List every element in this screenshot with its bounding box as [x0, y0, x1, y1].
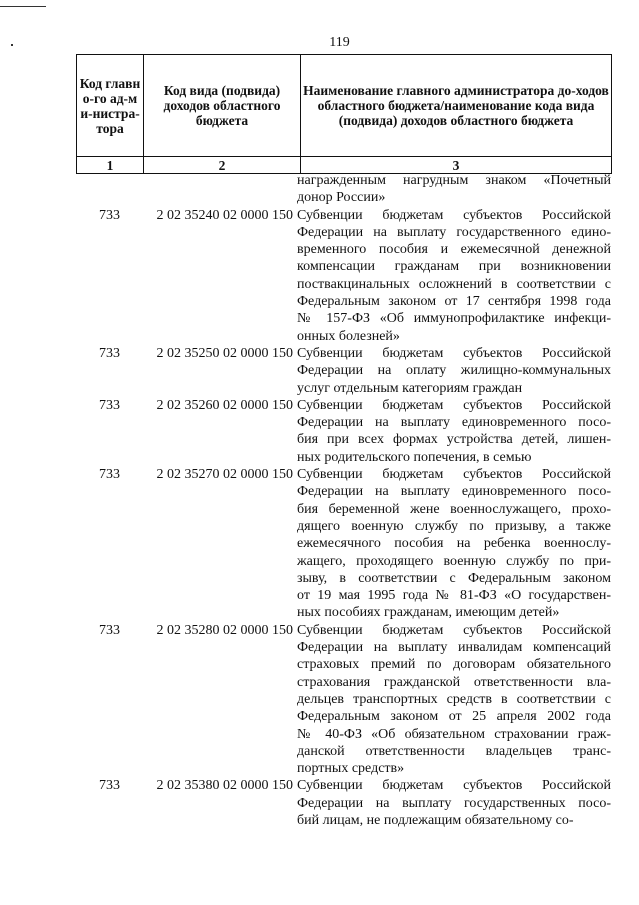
- description-line: от 19 мая 1995 года № 81-ФЗ «О государствен-: [297, 588, 611, 604]
- admin-code-cell: 733: [99, 778, 120, 794]
- table-row: [76, 466, 611, 622]
- admin-code-cell: 733: [99, 397, 120, 413]
- header-num-2: 2: [144, 157, 301, 174]
- description-line: страхования гражданской ответственности вла-: [297, 674, 611, 690]
- table-row: [76, 345, 611, 397]
- description-line: бий лицам, не подлежащим обязательному со-: [297, 812, 574, 828]
- table-row: [76, 397, 611, 466]
- description-line: ных пособиях гражданам, имеющим детей»: [297, 605, 560, 621]
- income-code-cell: 2 02 35380 02 0000 150: [156, 778, 293, 794]
- description-line: данской ответственности владельцев транс-: [297, 743, 611, 759]
- description-line: ежемесячного пособия на ребенка военнослу-: [297, 536, 611, 552]
- description-line: бия при всех формах устройства детей, лишен-: [297, 432, 611, 448]
- admin-code-cell: 733: [99, 207, 120, 223]
- description-line: Субвенции бюджетам субъектов Российской: [297, 345, 611, 361]
- header-name: Наименование главного администратора до-ходов областного бюджета/наименование кода вида (подвида) доходов областного бюджета: [301, 55, 612, 157]
- table-header: [76, 54, 612, 174]
- description-line: № 157-ФЗ «Об иммунопрофилактике инфекци-: [297, 311, 611, 327]
- table-row: [76, 207, 611, 345]
- header-num-3: 3: [301, 157, 612, 174]
- scan-mark-top: [0, 6, 46, 7]
- table-row: [76, 777, 611, 829]
- description-line: Федерации на выплату единовременного посо-: [297, 484, 611, 500]
- description-line: Субвенции бюджетам субъектов Российской: [297, 467, 611, 483]
- description-line: Федеральным законом от 17 сентября 1998 года: [297, 294, 611, 310]
- income-code-cell: 2 02 35260 02 0000 150: [156, 397, 293, 413]
- description-line: бия беременной жене военнослужащего, прохо-: [297, 501, 611, 517]
- description-line: дящего военную службу по призыву, а также: [297, 518, 611, 534]
- description-line: Федерации на оплату жилищно-коммунальных: [297, 363, 611, 379]
- description-line: Субвенции бюджетам субъектов Российской: [297, 778, 611, 794]
- description-line: жащего, проходящего военную службу по при-: [297, 553, 611, 569]
- admin-code-cell: [76, 172, 143, 207]
- income-code-cell: 2 02 35250 02 0000 150: [156, 345, 293, 361]
- admin-code-cell: 733: [99, 622, 120, 638]
- description-line: Субвенции бюджетам субъектов Российской: [297, 207, 611, 223]
- description-line: Федерации на выплату инвалидам компенсаций: [297, 640, 611, 656]
- table-row: [76, 172, 611, 207]
- description-line: донор России»: [297, 190, 386, 206]
- description-line: зыву, в соответствии с Федеральным законом: [297, 570, 611, 586]
- page-number: 119: [329, 35, 350, 50]
- description-cell: [297, 466, 611, 622]
- income-code-cell: 2 02 35270 02 0000 150: [156, 467, 293, 483]
- description-line: награжденным нагрудным знаком «Почетный: [297, 173, 611, 188]
- description-line: поствакцинальных осложнений в соответствии с: [297, 276, 611, 292]
- description-cell: [297, 777, 611, 829]
- income-code-cell: 2 02 35280 02 0000 150: [156, 622, 293, 638]
- table-row: [76, 622, 611, 778]
- admin-code-cell: 733: [99, 467, 120, 483]
- income-code-cell: 2 02 35240 02 0000 150: [156, 207, 293, 223]
- description-line: Федерации на выплату государственного едино-: [297, 224, 611, 240]
- description-line: онных болезней»: [297, 328, 400, 344]
- header-admin-code: Код главно-го ад-ми-нистра-тора: [77, 55, 144, 157]
- description-line: дельцев транспортных средств в соответствии с: [297, 691, 611, 707]
- description-line: № 40-ФЗ «Об обязательном страховании граж-: [297, 726, 611, 742]
- description-line: Субвенции бюджетам субъектов Российской: [297, 622, 611, 638]
- description-line: временного пособия и ежемесячной денежной: [297, 242, 611, 258]
- description-line: Федерации на выплату государственных посо-: [297, 795, 611, 811]
- description-line: страховых премий по договорам обязательного: [297, 657, 611, 673]
- header-num-1: 1: [77, 157, 144, 174]
- income-code-cell: [143, 172, 297, 207]
- header-income-code: Код вида (подвида) доходов областного бюджета: [144, 55, 301, 157]
- description-cell: [297, 345, 611, 397]
- description-line: услуг отдельным категориям граждан: [297, 380, 523, 396]
- description-line: компенсации гражданам при возникновении: [297, 259, 611, 275]
- description-line: Федеральным законом от 25 апреля 2002 года: [297, 709, 611, 725]
- description-line: Федерации на выплату единовременного посо-: [297, 415, 611, 431]
- table-body: [76, 172, 611, 829]
- description-cell: [297, 172, 611, 207]
- description-line: ных родительского попечения, в семью: [297, 449, 532, 465]
- description-cell: [297, 207, 611, 345]
- description-line: портных средств»: [297, 761, 405, 777]
- admin-code-cell: 733: [99, 345, 120, 361]
- description-cell: [297, 397, 611, 466]
- description-cell: [297, 622, 611, 778]
- description-line: Субвенции бюджетам субъектов Российской: [297, 397, 611, 413]
